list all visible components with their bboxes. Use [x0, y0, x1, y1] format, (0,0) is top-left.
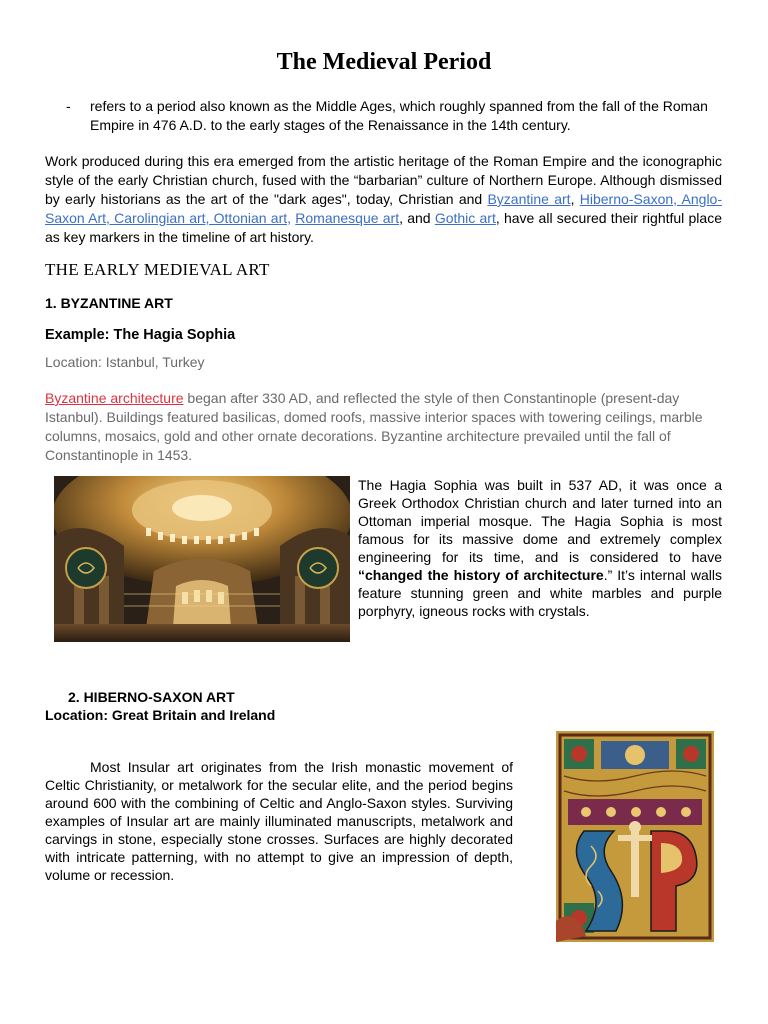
byzantine-description [45, 389, 713, 465]
hagia-sophia-image [54, 476, 350, 642]
byzantine-location: Location: Istanbul, Turkey [45, 354, 205, 370]
work-paragraph [45, 152, 722, 247]
section-heading: THE EARLY MEDIEVAL ART [45, 260, 270, 279]
manuscript-illustration [556, 731, 714, 942]
hiberno-location: Location: Great Britain and Ireland [45, 707, 276, 723]
gothic-art-link[interactable]: Gothic art [434, 210, 496, 226]
byzantine-example: Example: The Hagia Sophia [45, 327, 236, 343]
hagia-sophia-bold-quote: “changed the history of architecture [358, 567, 604, 583]
byzantine-description-text: began after 330 AD, and reflected the style of then Constantinople (present-day Istanbul). Buildings featured basilicas, domed roofs, massive interior spaces with towering ceilings, marble columns, mosaics, gold and other ornate decorations. Byzantine architecture prevailed until the fall of Constantinople in 1453. [45, 390, 703, 463]
byzantine-architecture-link[interactable]: Byzantine architecture [45, 390, 184, 406]
intro-bullet-text: refers to a period also known as the Middle Ages, which roughly spanned from the fall of the Roman Empire in 476 A.D. to the early stages of the Renaissance in the 14th century. [90, 98, 708, 133]
page-title: The Medieval Period [276, 49, 492, 75]
romanesque-art-link[interactable]: Romanesque art [295, 210, 400, 226]
hiberno-heading: 2. HIBERNO-SAXON ART [68, 689, 235, 705]
illuminated-manuscript-image [556, 731, 714, 942]
hagia-sophia-text-1: The Hagia Sophia was built in 537 AD, it was once a Greek Orthodox Christian church and later turned into an Ottoman imperial mosque. The Hagia Sophia is most famous for its massive dome and extremely complex engineering for its time, and is considered to have [358, 477, 722, 565]
hagia-sophia-illustration [54, 476, 350, 642]
hagia-sophia-description [358, 476, 722, 620]
hagia-sophia-text-2: .” It’s internal walls feature stunning green and white marbles and purple porphyry, igneous rocks with crystals. [358, 567, 722, 619]
work-paragraph-text-2: , have all secured their rightful place as key markers in the timeline of art history. [45, 210, 722, 245]
separator: , [570, 191, 580, 207]
bullet-marker: - [66, 98, 71, 114]
hiberno-saxon-link[interactable]: Hiberno-Saxon, Anglo-Saxon Art, Carolingian art, Ottonian art, [45, 191, 722, 226]
hiberno-paragraph: Most Insular art originates from the Irish monastic movement of Celtic Christianity, or metalwork for the secular elite, and the period begins around 600 with the combining of Celtic and Anglo-Saxon styles. Surviving examples of Insular art are mainly illuminated manuscripts, metalwork and carvings in stone, especially stone crosses. Surfaces are highly decorated with intricate patterning, with no attempt to give an impression of depth, volume or recession. [45, 759, 513, 883]
byzantine-heading: 1. BYZANTINE ART [45, 295, 173, 311]
separator: , and [399, 210, 435, 226]
byzantine-art-link[interactable]: Byzantine art [487, 191, 571, 207]
work-paragraph-text-1: Work produced during this era emerged from the artistic heritage of the Roman Empire and the iconographic style of the early Christian church, fused with the “barbarian” culture of Northern Europe. Although dismissed by early historians as the art of the "dark ages", today, Christian and [45, 153, 722, 207]
